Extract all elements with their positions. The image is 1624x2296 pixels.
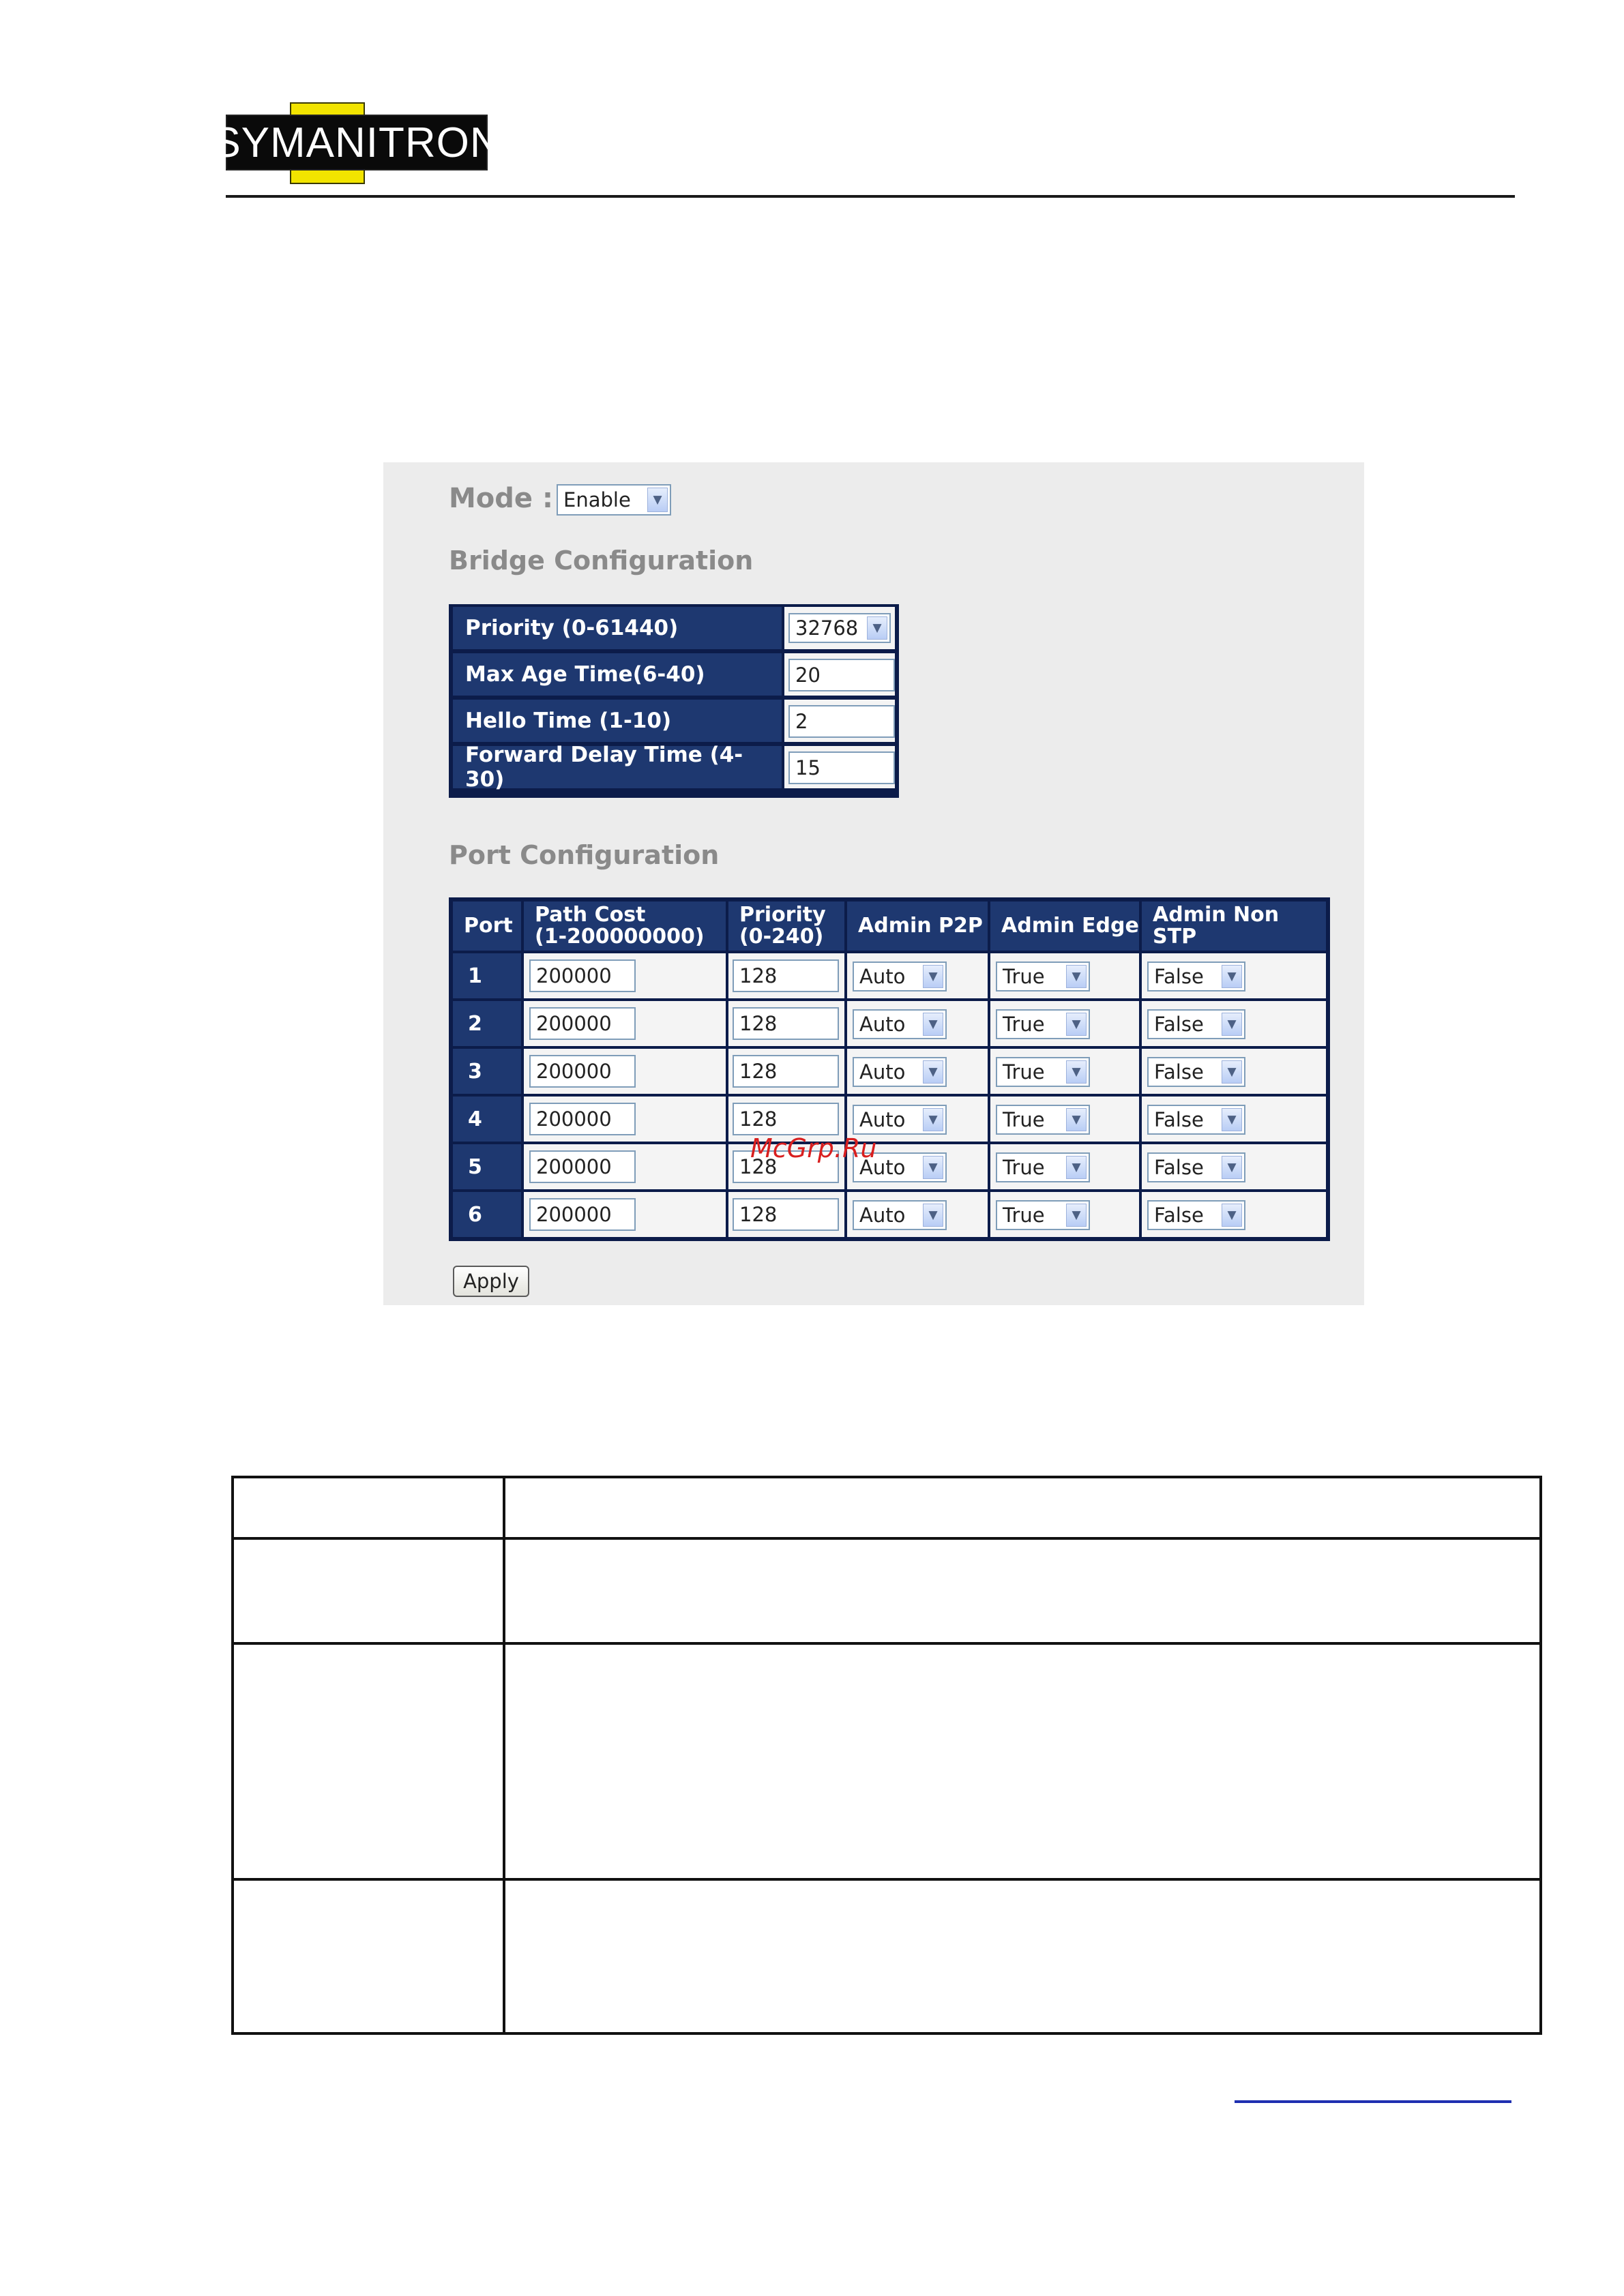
logo-text: SYMANITRON [212,119,501,166]
mode-label: Mode : [449,483,553,514]
path-cost-cell [524,1049,726,1094]
port-priority-input[interactable]: 128 [733,959,839,992]
admin-p2p-select[interactable] [853,1200,947,1230]
chevron-down-icon: ▼ [923,1060,943,1084]
chevron-down-icon: ▼ [1066,1013,1087,1036]
admin-edge-select[interactable] [996,1200,1090,1230]
mode-select-value: Enable [563,488,631,511]
chevron-down-icon: ▼ [867,616,887,640]
chevron-down-icon: ▼ [923,1156,943,1179]
admin-non-stp-select[interactable] [1147,1057,1245,1087]
admin-p2p-cell [847,1049,988,1094]
bridge-value-cell [784,746,895,788]
chevron-down-icon: ▼ [923,1013,943,1036]
admin-p2p-select-value: Auto [859,1108,906,1131]
admin-edge-select[interactable] [996,1057,1090,1087]
col-header-admin-edge: Admin Edge [990,901,1139,951]
col-header-priority [728,901,844,951]
chevron-down-icon: ▼ [1066,1060,1087,1084]
admin-non-stp-select[interactable] [1147,961,1245,992]
bridge-config-table [449,604,899,798]
admin-edge-select-value: True [1003,1013,1045,1036]
priority-cell [728,1049,844,1094]
chevron-down-icon: ▼ [1222,1108,1242,1131]
admin-p2p-select-value: Auto [859,1060,906,1084]
chevron-down-icon: ▼ [1222,1204,1242,1227]
admin-non-stp-select[interactable] [1147,1009,1245,1039]
port-priority-input[interactable]: 128 [733,1198,839,1231]
port-config-table [449,897,1330,1241]
chevron-down-icon: ▼ [923,1108,943,1131]
mode-select[interactable] [557,484,671,516]
admin-edge-cell [990,1049,1139,1094]
header-divider [226,195,1515,198]
bridge-row-max-age [449,651,899,697]
port-config-title: Port Configuration [449,840,720,870]
hello-time-input[interactable]: 2 [788,705,895,738]
bridge-row-priority [449,604,899,651]
admin-p2p-select[interactable] [853,961,947,992]
admin-p2p-select[interactable] [853,1105,947,1135]
admin-non-stp-select-value: False [1154,1108,1204,1131]
forward-delay-input[interactable]: 15 [788,751,895,784]
admin-p2p-cell [847,1001,988,1046]
path-cost-input[interactable]: 200000 [529,959,636,992]
admin-edge-select-value: True [1003,1204,1045,1227]
admin-edge-select-value: True [1003,1060,1045,1084]
company-logo [212,102,501,184]
admin-non-stp-select-value: False [1154,1013,1204,1036]
admin-p2p-select-value: Auto [859,965,906,988]
bridge-label: Forward Delay Time (4-30) [453,746,782,788]
port-priority-input[interactable]: 128 [733,1150,839,1183]
bridge-label: Hello Time (1-10) [453,700,782,742]
stp-config-panel [383,462,1364,1305]
table-border [231,1476,1542,2035]
path-cost-cell [524,953,726,998]
admin-edge-cell [990,1001,1139,1046]
admin-p2p-select-value: Auto [859,1204,906,1227]
chevron-down-icon: ▼ [1222,965,1242,988]
chevron-down-icon: ▼ [923,965,943,988]
path-cost-input[interactable]: 200000 [529,1103,636,1135]
admin-p2p-select[interactable] [853,1009,947,1039]
col-header-line: (0-240) [739,925,824,949]
apply-button[interactable]: Apply [453,1266,529,1297]
bridge-label: Max Age Time(6-40) [453,653,782,696]
col-header-admin-p2p: Admin P2P [847,901,988,951]
chevron-down-icon: ▼ [923,1204,943,1227]
admin-edge-cell [990,1144,1139,1189]
table-row-divider [231,1642,1542,1645]
admin-p2p-select-value: Auto [859,1156,906,1179]
max-age-input[interactable]: 20 [788,659,895,691]
admin-edge-select[interactable] [996,1009,1090,1039]
admin-non-stp-select-value: False [1154,1156,1204,1179]
admin-edge-cell [990,1192,1139,1237]
bridge-config-title: Bridge Configuration [449,546,754,576]
priority-cell [728,1001,844,1046]
port-priority-input[interactable]: 128 [733,1103,839,1135]
bridge-label: Priority (0-61440) [453,607,782,649]
chevron-down-icon: ▼ [1066,965,1087,988]
port-priority-input[interactable]: 128 [733,1055,839,1088]
admin-edge-select-value: True [1003,965,1045,988]
admin-non-stp-select[interactable] [1147,1105,1245,1135]
col-header-line: (1-200000000) [535,925,705,949]
chevron-down-icon: ▼ [1066,1108,1087,1131]
table-row-divider [231,1878,1542,1881]
path-cost-cell [524,1097,726,1142]
port-priority-input[interactable]: 128 [733,1007,839,1040]
col-header-path-cost [524,901,726,951]
admin-edge-cell [990,953,1139,998]
chevron-down-icon: ▼ [1222,1013,1242,1036]
priority-select[interactable] [788,613,891,643]
admin-edge-select[interactable] [996,1105,1090,1135]
port-number: 3 [453,1049,521,1094]
priority-select-value: 32768 [795,616,859,640]
admin-p2p-cell [847,1192,988,1237]
port-number: 4 [453,1097,521,1142]
port-number: 6 [453,1192,521,1237]
footer-link-underline [1235,2100,1511,2103]
priority-cell [728,1192,844,1237]
table-row-divider [231,1537,1542,1540]
col-header-line: Priority [739,903,826,927]
path-cost-input[interactable]: 200000 [529,1198,636,1231]
admin-non-stp-select-value: False [1154,1060,1204,1084]
path-cost-input[interactable]: 200000 [529,1055,636,1088]
admin-edge-select[interactable] [996,961,1090,992]
col-header-admin-non-stp: Admin Non STP [1142,901,1326,951]
table-column-divider [503,1476,505,2035]
chevron-down-icon: ▼ [647,488,668,512]
admin-edge-select[interactable] [996,1152,1090,1182]
admin-p2p-cell [847,953,988,998]
bridge-value-cell [784,700,895,742]
admin-p2p-select-value: Auto [859,1013,906,1036]
admin-non-stp-cell [1142,953,1326,998]
bridge-value-cell [784,653,895,696]
port-number: 1 [453,953,521,998]
bridge-row-hello-time [449,697,899,743]
path-cost-cell [524,1144,726,1189]
bridge-value-cell [784,607,895,649]
admin-non-stp-cell [1142,1001,1326,1046]
col-header-line: Path Cost [535,903,646,927]
admin-non-stp-select[interactable] [1147,1200,1245,1230]
watermark-text: McGrp.Ru [750,1133,877,1163]
chevron-down-icon: ▼ [1222,1156,1242,1179]
admin-non-stp-cell [1142,1144,1326,1189]
port-number: 2 [453,1001,521,1046]
chevron-down-icon: ▼ [1066,1204,1087,1227]
path-cost-cell [524,1192,726,1237]
chevron-down-icon: ▼ [1066,1156,1087,1179]
priority-cell [728,953,844,998]
description-table [231,1476,1542,2035]
bridge-row-forward-delay [449,743,899,790]
path-cost-input[interactable]: 200000 [529,1007,636,1040]
admin-p2p-select[interactable] [853,1057,947,1087]
admin-non-stp-select[interactable] [1147,1152,1245,1182]
col-header-port: Port [453,901,521,951]
admin-non-stp-cell [1142,1049,1326,1094]
port-number: 5 [453,1144,521,1189]
admin-edge-cell [990,1097,1139,1142]
admin-edge-select-value: True [1003,1108,1045,1131]
path-cost-cell [524,1001,726,1046]
path-cost-input[interactable]: 200000 [529,1150,636,1183]
admin-non-stp-select-value: False [1154,965,1204,988]
admin-non-stp-cell [1142,1097,1326,1142]
admin-non-stp-cell [1142,1192,1326,1237]
admin-edge-select-value: True [1003,1156,1045,1179]
admin-non-stp-select-value: False [1154,1204,1204,1227]
chevron-down-icon: ▼ [1222,1060,1242,1084]
